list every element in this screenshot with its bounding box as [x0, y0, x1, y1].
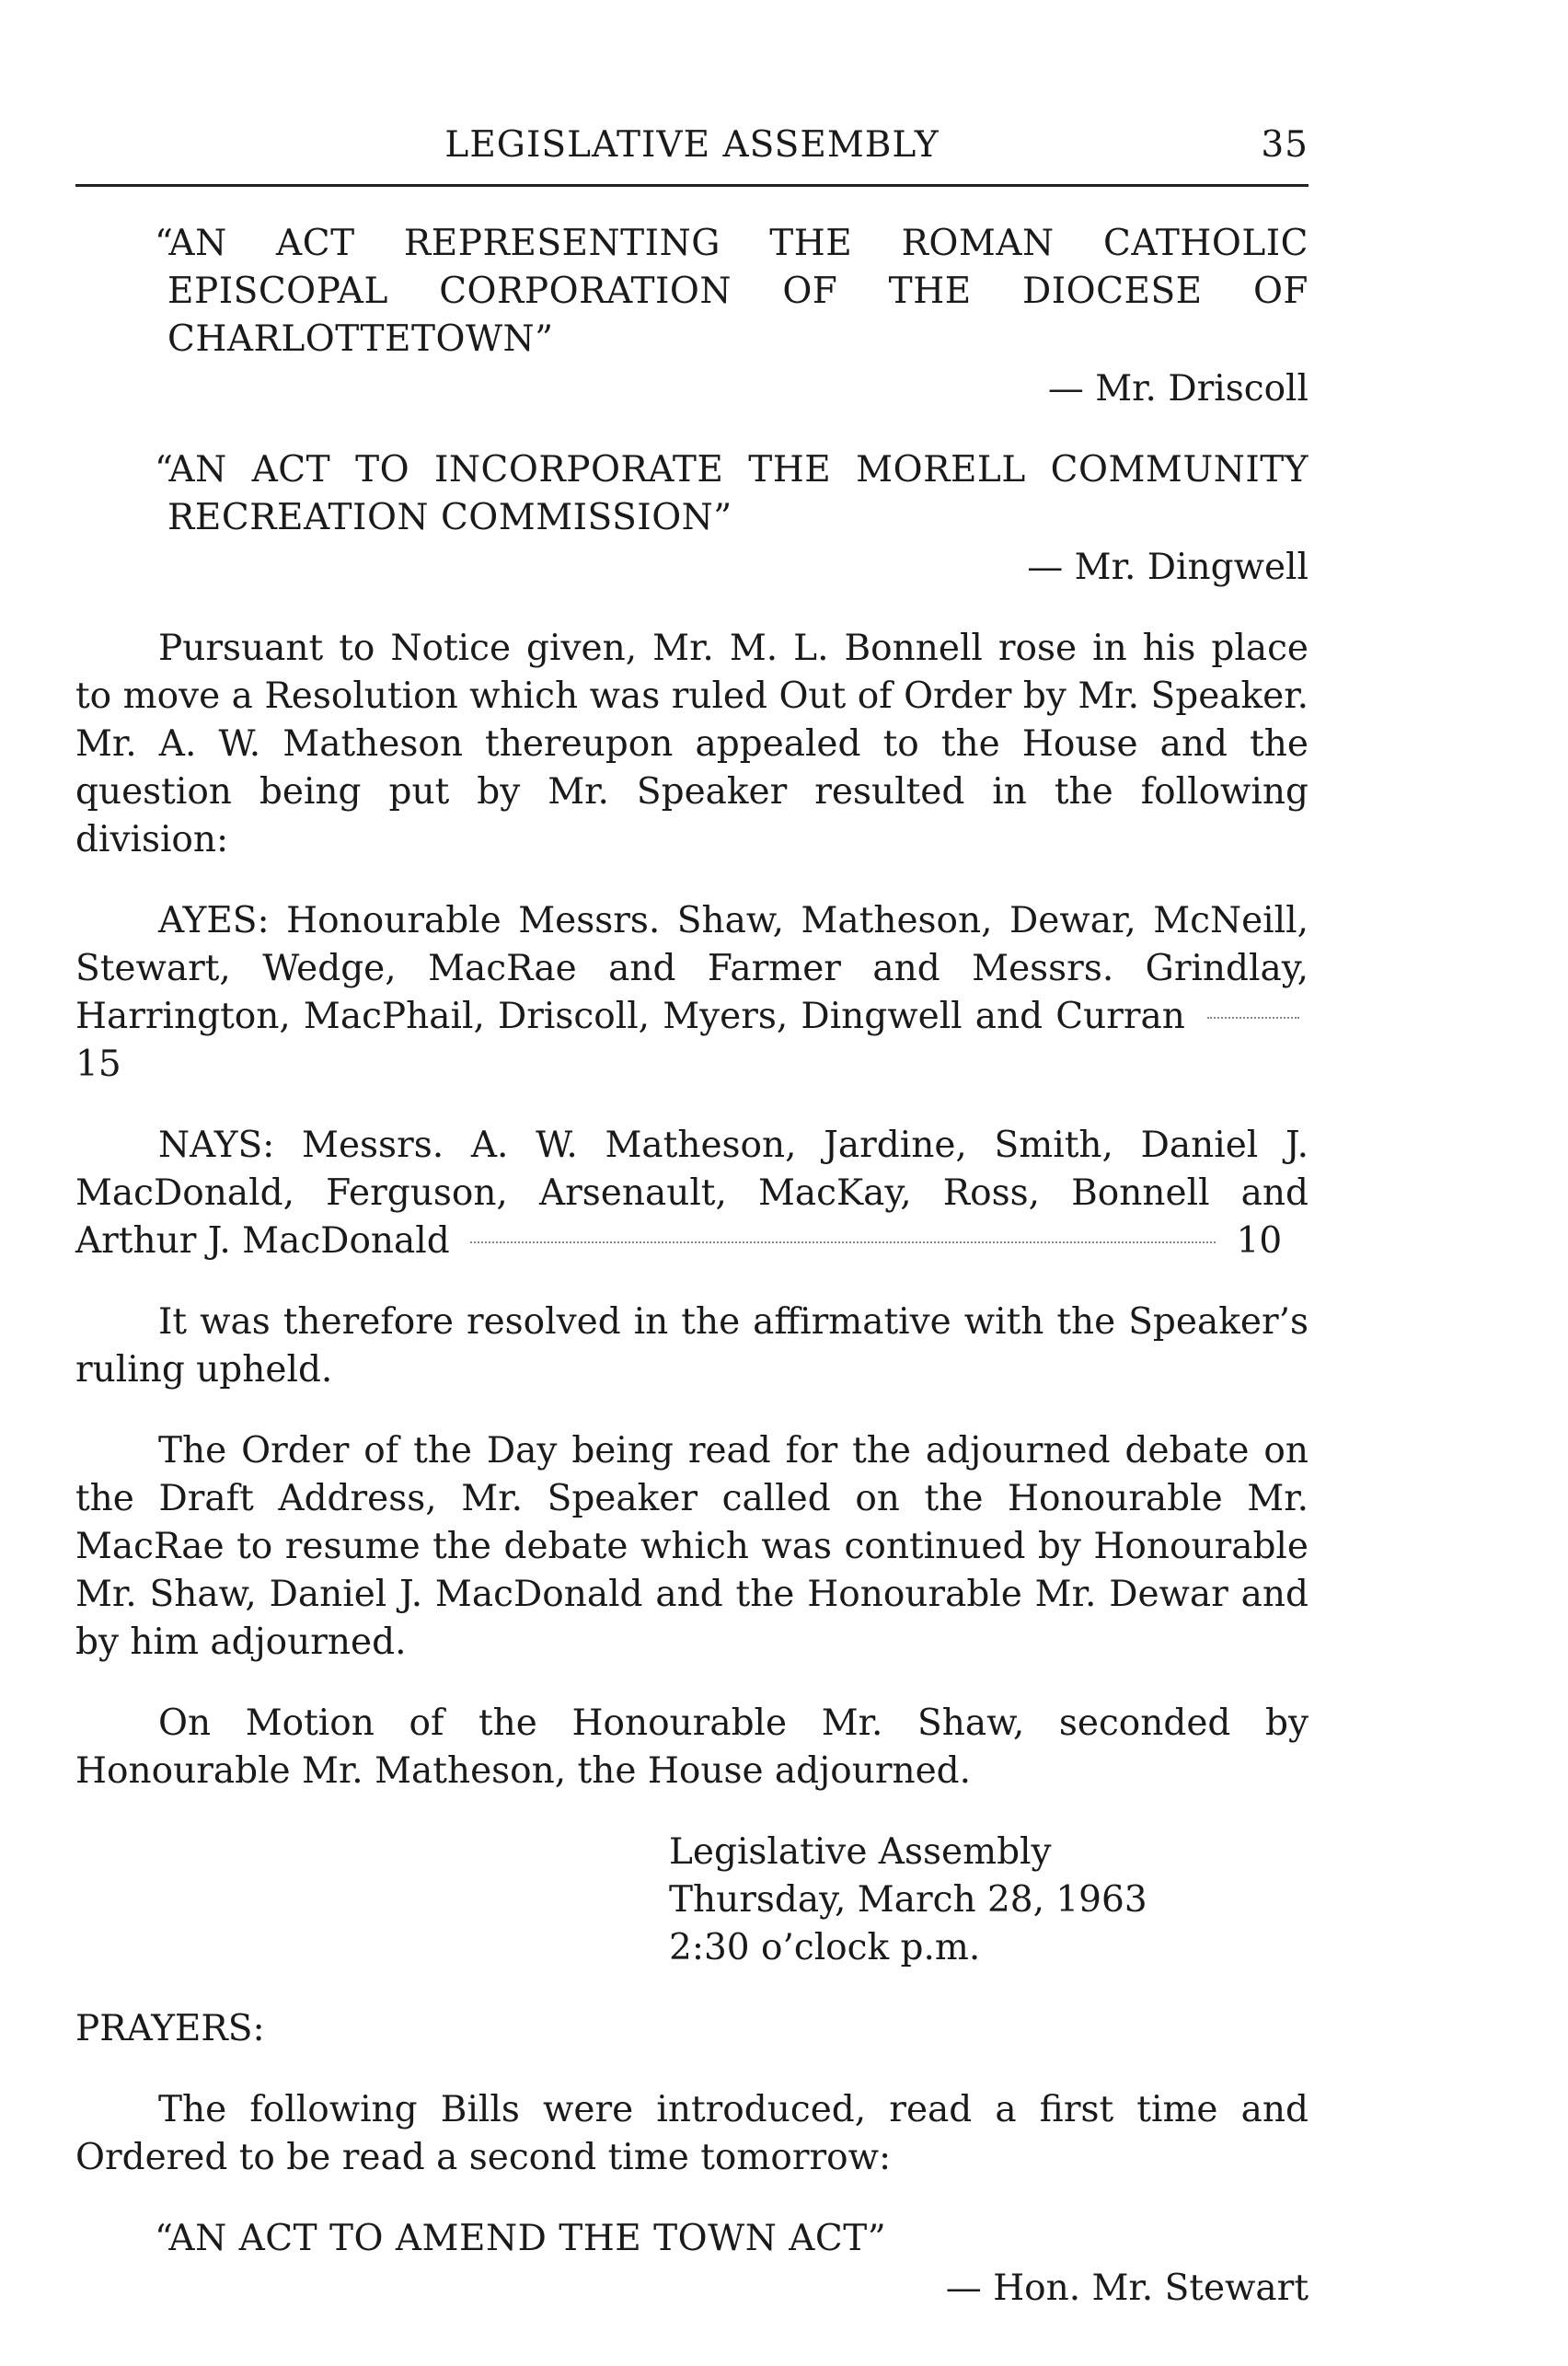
document-page [75, 110, 1309, 2313]
sitting-place: Legislative Assembly [669, 1831, 1052, 1873]
bill-mover: — Hon. Mr. Stewart [945, 2268, 1309, 2309]
sitting-time: 2:30 o’clock p.m. [669, 1927, 981, 1968]
dot-leader [470, 1241, 1216, 1243]
bill-title: “AN ACT TO AMEND THE TOWN ACT” [155, 2218, 887, 2259]
resolution-paragraph: Pursuant to Notice given, Mr. M. L. Bonnell rose in his place to move a Resolution which was ruled Out of Order by Mr. Speaker. Mr. A. W. Matheson thereupon appealed to the House and the question being put by Mr. Speaker resulted in the following division: [75, 628, 1309, 860]
nays-text: NAYS: Messrs. A. W. Matheson, Jardine, Smith, Daniel J. MacDonald, Ferguson, Arsenault, MacKay, Ross, Bonnell and Arthur J. MacDonald [75, 1125, 1309, 1262]
bill-title: “AN ACT REPRESENTING THE ROMAN CATHOLIC EPISCOPAL CORPORATION OF THE DIOCESE OF CHARLOTTETOWN” [155, 223, 1309, 360]
nays-leader [461, 1251, 1225, 1252]
sitting-heading [669, 1829, 1309, 1972]
nays-count: 10 [1236, 1220, 1283, 1262]
adjourned-paragraph: On Motion of the Honourable Mr. Shaw, seconded by Honourable Mr. Matheson, the House adjourned. [75, 1702, 1309, 1792]
ayes-leader [1198, 1026, 1309, 1028]
ayes-count: 15 [75, 1044, 121, 1085]
bills-intro-paragraph: The following Bills were introduced, read a first time and Ordered to be read a second time tomorrow: [75, 2089, 1309, 2178]
sitting-date: Thursday, March 28, 1963 [669, 1879, 1147, 1921]
bill-title: “AN ACT TO INCORPORATE THE MORELL COMMUNITY RECREATION COMMISSION” [155, 449, 1309, 538]
ayes-text: AYES: Honourable Messrs. Shaw, Matheson, Dewar, McNeill, Stewart, Wedge, MacRae and Farmer and Messrs. Grindlay, Harrington, MacPhail, Driscoll, Myers, Dingwell and Curran [75, 900, 1309, 1037]
resolved-paragraph: It was therefore resolved in the affirmative with the Speaker’s ruling upheld. [75, 1301, 1309, 1391]
prayers-heading: PRAYERS: [75, 2008, 265, 2049]
ayes-paragraph [75, 897, 1309, 1089]
order-of-day-paragraph: The Order of the Day being read for the adjourned debate on the Draft Address, Mr. Speaker called on the Honourable Mr. MacRae to resume the debate which was continued by Honourable Mr. Shaw, Daniel J. MacDonald and the Honourable Mr. Dewar and by him adjourned. [75, 1430, 1309, 1663]
dot-leader [1207, 1017, 1299, 1019]
bill-mover: — Mr. Driscoll [1047, 368, 1309, 410]
page-header [75, 110, 1309, 187]
bill-mover: — Mr. Dingwell [1027, 547, 1309, 588]
page-number: 35 [1261, 124, 1309, 166]
nays-paragraph [75, 1122, 1309, 1265]
running-title: LEGISLATIVE ASSEMBLY [444, 124, 940, 166]
